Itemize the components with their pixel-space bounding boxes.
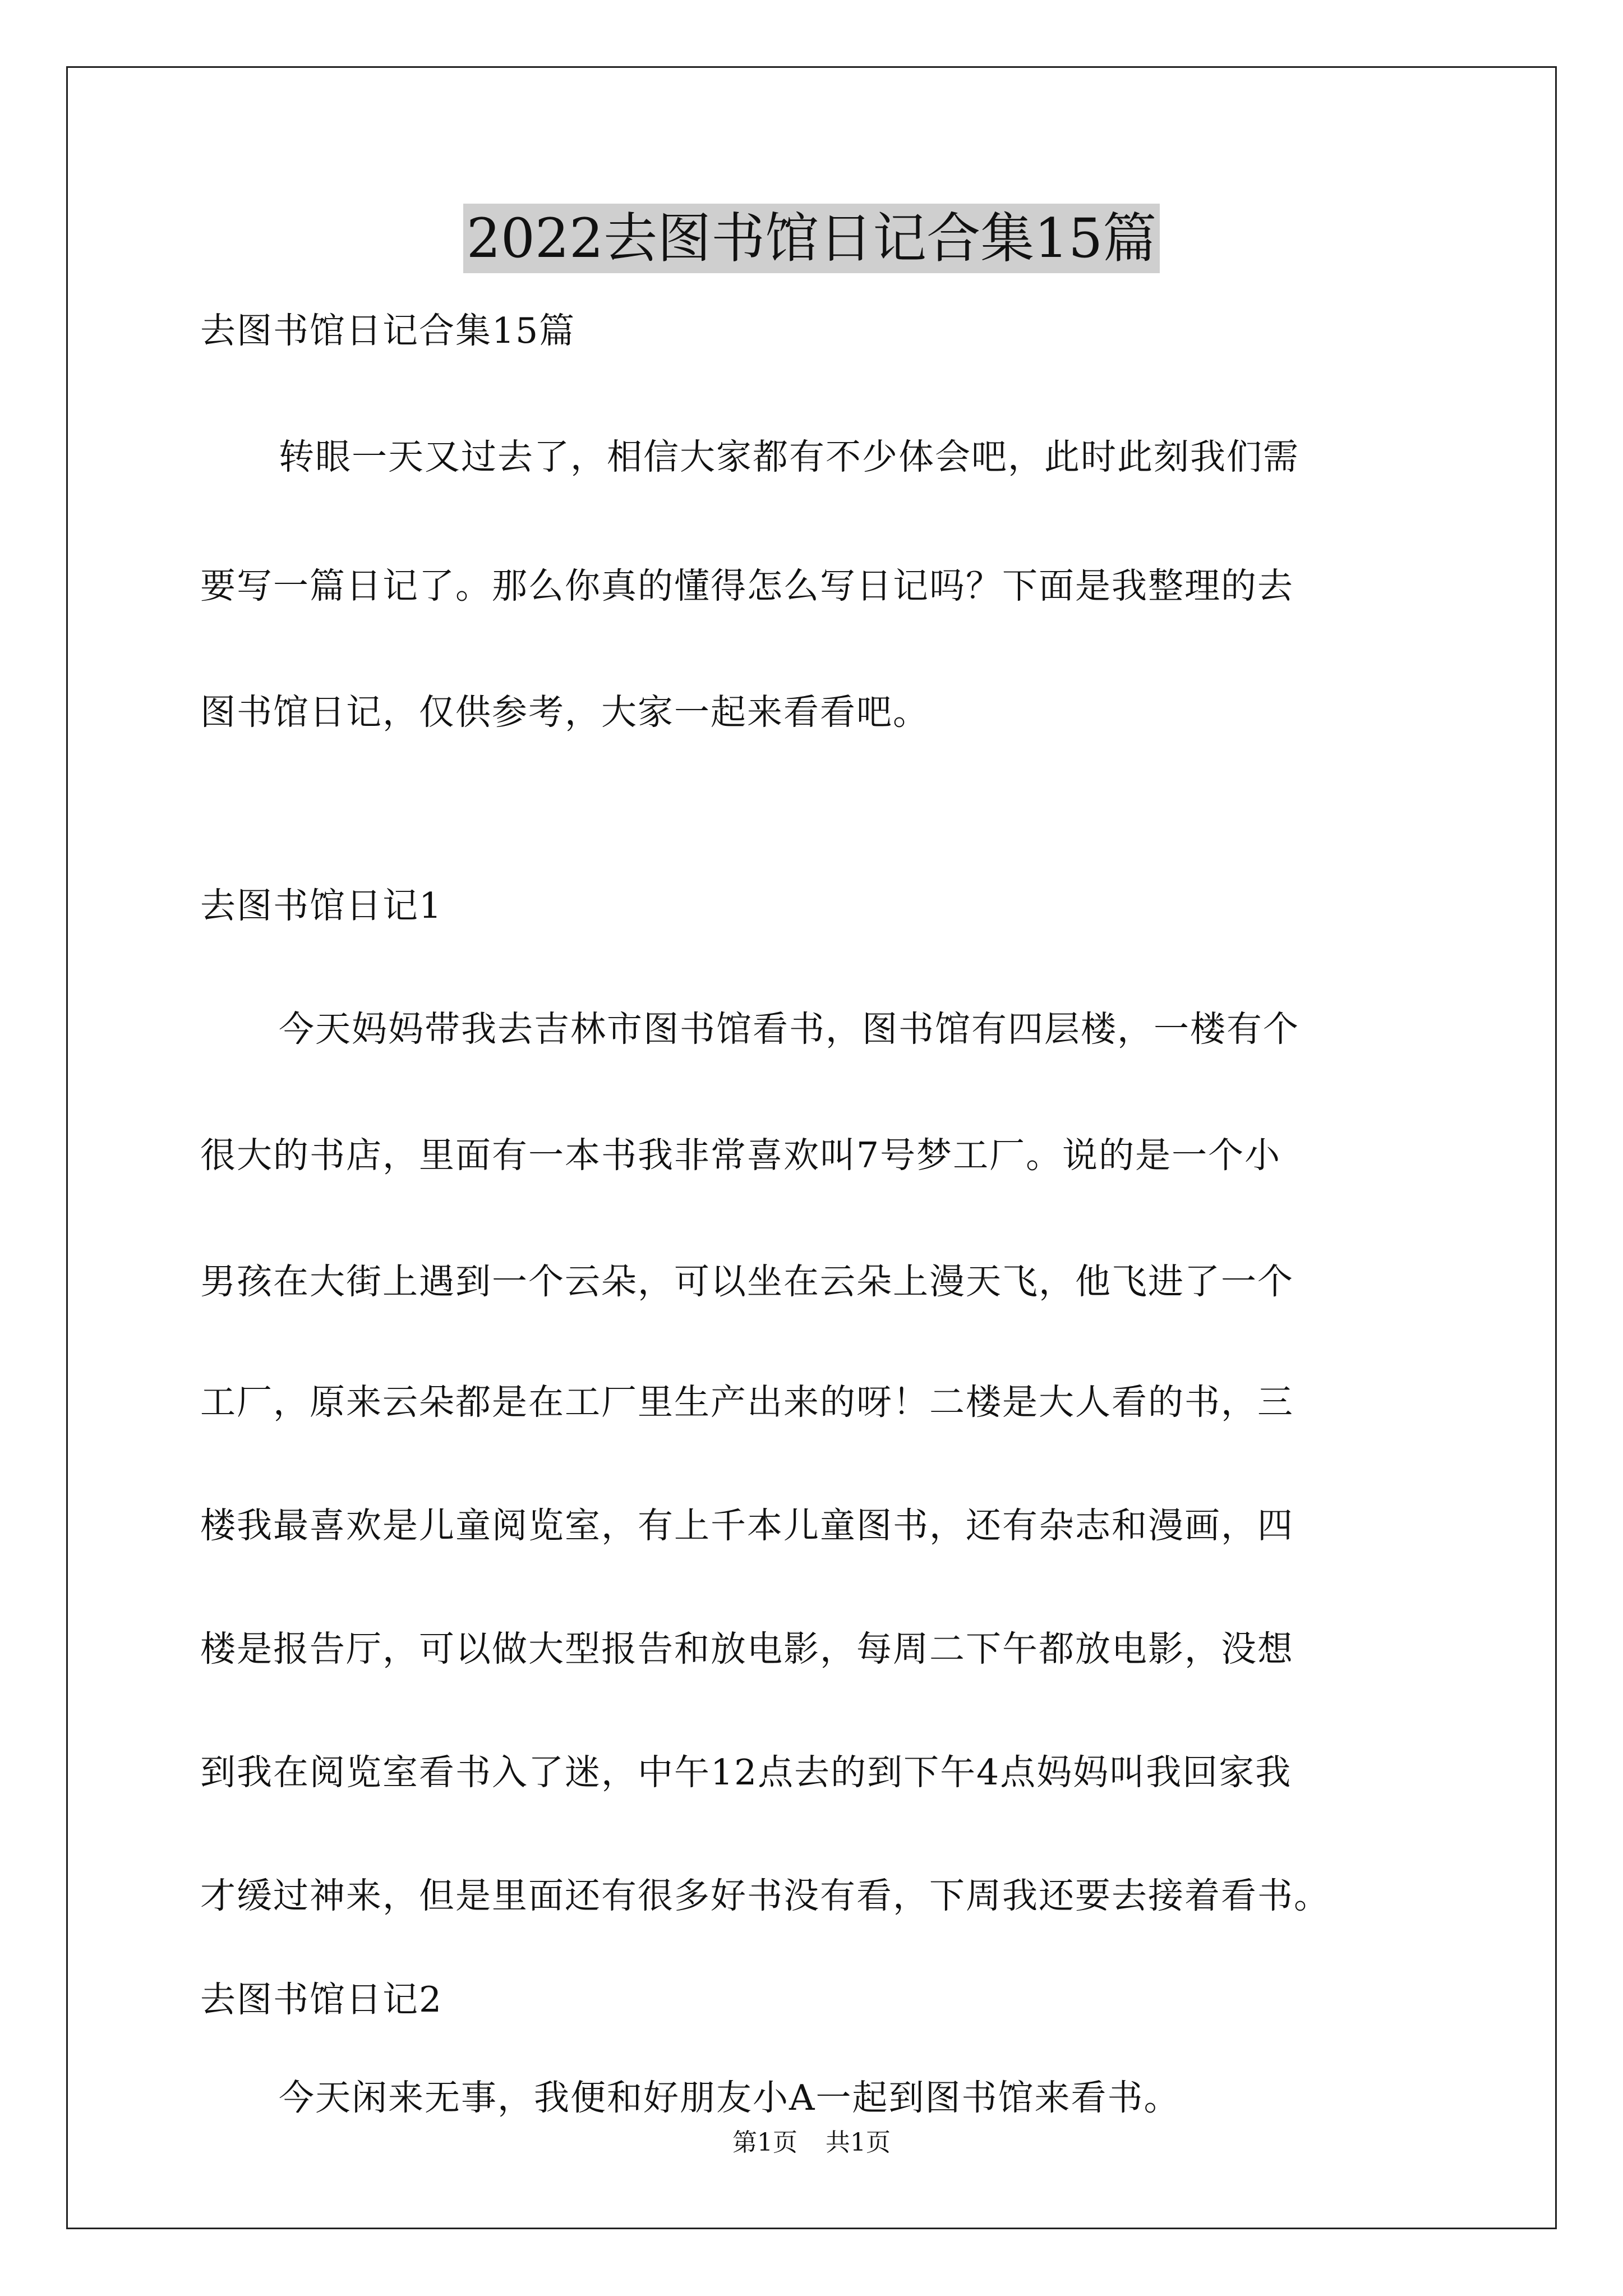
page-number: 第1页: [732, 2128, 797, 2157]
diary1-line-7: 到我在阅览室看书入了迷，中午12点去的到下午4点妈妈叫我回家我: [200, 1752, 1292, 1793]
diary1-heading: 去图书馆日记1: [200, 885, 443, 926]
diary2-line-1: 今天闲来无事，我便和好朋友小A一起到图书馆来看书。: [279, 2077, 1181, 2118]
diary1-line-4: 工厂，原来云朵都是在工厂里生产出来的呀！二楼是大人看的书，三: [200, 1382, 1294, 1423]
page-footer: [0, 2126, 1623, 2160]
intro-line-1: 转眼一天又过去了，相信大家都有不少体会吧，此时此刻我们需: [279, 436, 1299, 477]
page-total: 共1页: [826, 2128, 891, 2157]
diary1-line-8: 才缓过神来，但是里面还有很多好书没有看，下周我还要去接着看书。: [200, 1875, 1330, 1916]
diary2-heading: 去图书馆日记2: [200, 1979, 443, 2020]
diary1-line-2: 很大的书店，里面有一本书我非常喜欢叫7号梦工厂。说的是一个小: [200, 1135, 1281, 1176]
diary1-line-3: 男孩在大街上遇到一个云朵，可以坐在云朵上漫天飞，他飞进了一个: [200, 1261, 1294, 1302]
diary1-line-6: 楼是报告厅，可以做大型报告和放电影，每周二下午都放电影，没想: [200, 1628, 1294, 1669]
intro-line-3: 图书馆日记，仅供参考，大家一起来看看吧。: [200, 692, 929, 733]
diary1-line-5: 楼我最喜欢是儿童阅览室，有上千本儿童图书，还有杂志和漫画，四: [200, 1505, 1294, 1546]
diary1-line-1: 今天妈妈带我去吉林市图书馆看书，图书馆有四层楼，一楼有个: [279, 1009, 1299, 1050]
document-title: 2022去图书馆日记合集15篇: [0, 199, 1623, 278]
subtitle: 去图书馆日记合集15篇: [200, 310, 576, 351]
intro-line-2: 要写一篇日记了。那么你真的懂得怎么写日记吗？下面是我整理的去: [200, 565, 1294, 606]
